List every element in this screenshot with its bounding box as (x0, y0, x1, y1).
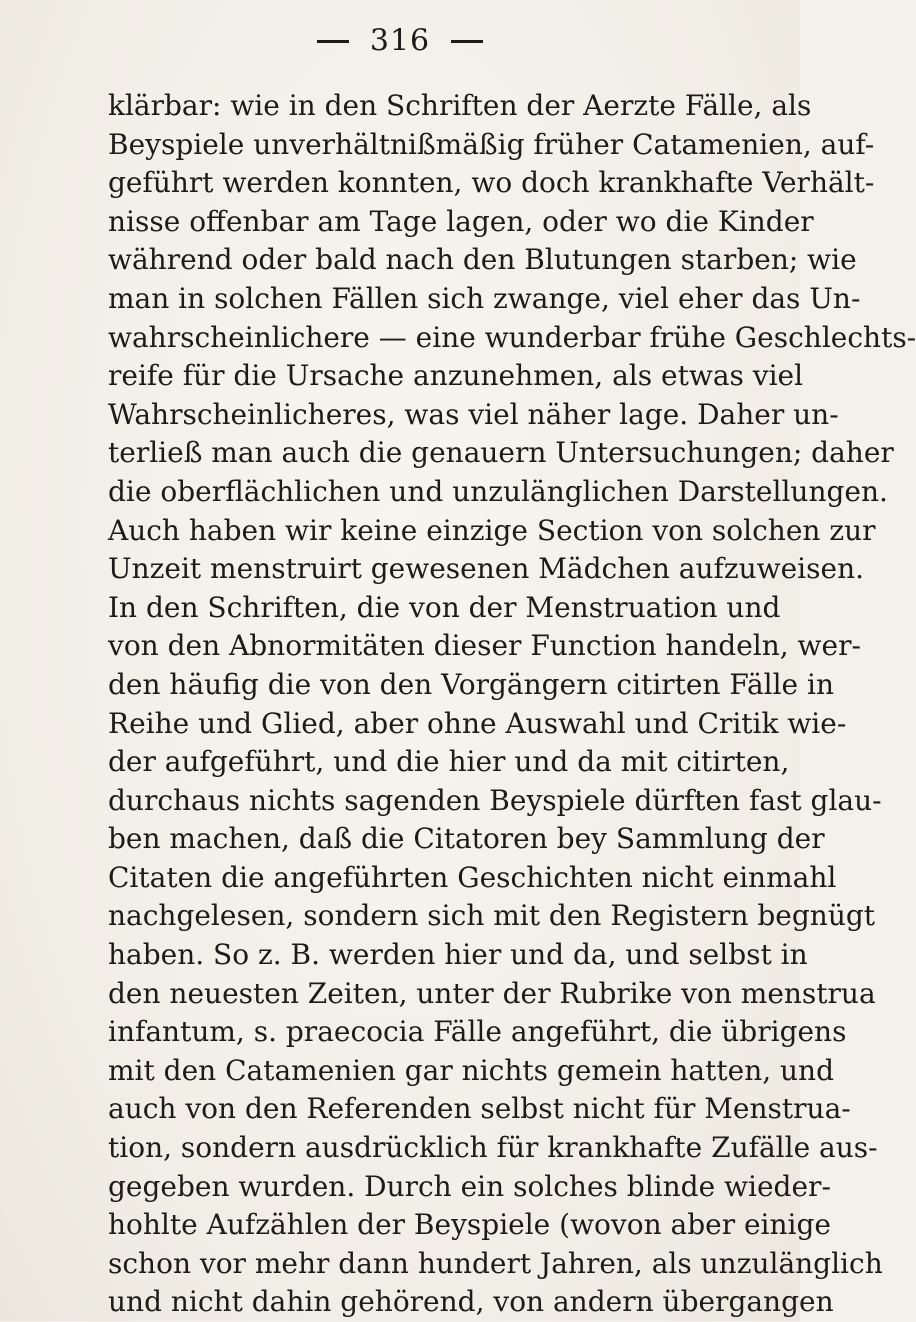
text-line: durchaus nichts sagenden Beyspiele dürften fast glau- (108, 783, 882, 817)
text-line: wahrscheinlichere — eine wunderbar frühe Geschlechts- (108, 320, 916, 354)
text-line: man in solchen Fällen sich zwange, viel eher das Un- (108, 281, 861, 315)
text-line: Unzeit menstruirt gewesenen Mädchen aufzuweisen. (108, 552, 864, 586)
header-rule-right (451, 40, 483, 43)
text-line: die oberflächlichen und unzulänglichen Darstellungen. (108, 474, 888, 508)
text-line: der aufgeführt, und die hier und da mit citirten, (108, 745, 790, 779)
text-line: von den Abnormitäten dieser Function handeln, wer- (108, 629, 861, 663)
text-line: nisse offenbar am Tage lagen, oder wo die Kinder (108, 204, 814, 238)
text-line: infantum, s. praecocia Fälle angeführt, die übrigens (108, 1015, 847, 1049)
text-line: gegeben wurden. Durch ein solches blinde wieder- (108, 1169, 831, 1203)
text-line: den neuesten Zeiten, unter der Rubrike von menstrua (108, 976, 876, 1010)
text-line: Auch haben wir keine einzige Section von solchen zur (108, 513, 876, 547)
text-line: hohlte Aufzählen der Beyspiele (wovon aber einige (108, 1208, 831, 1242)
text-line: schon vor mehr dann hundert Jahren, als unzulänglich (108, 1246, 883, 1280)
text-line: tion, sondern ausdrücklich für krankhafte Zufälle aus- (108, 1131, 878, 1165)
text-line: nachgelesen, sondern sich mit den Registern begnügt (108, 899, 876, 933)
text-line: ben machen, daß die Citatoren bey Sammlung der (108, 822, 825, 856)
text-line: Beyspiele unverhältnißmäßig früher Catamenien, auf- (108, 127, 875, 161)
text-line: auch von den Referenden selbst nicht für Menstrua- (108, 1092, 851, 1126)
text-line: terließ man auch die genauern Untersuchungen; daher (108, 436, 894, 470)
text-line: mit den Catamenien gar nichts gemein hatten, und (108, 1053, 835, 1087)
page-number: 316 (369, 23, 431, 59)
body-text (108, 87, 916, 1322)
text-line: klärbar: wie in den Schriften der Aerzte Fälle, als (108, 89, 812, 122)
text-line: Reihe und Glied, aber ohne Auswahl und Critik wie- (108, 706, 847, 740)
text-line: Citaten die angeführten Geschichten nicht einmahl (108, 860, 837, 894)
text-line: haben. So z. B. werden hier und da, und selbst in (108, 938, 808, 972)
page-header (0, 22, 800, 59)
text-line: reife für die Ursache anzunehmen, als etwas viel (108, 359, 804, 393)
text-line: den häufig die von den Vorgängern citirten Fälle in (108, 667, 835, 701)
text-line: geführt werden konnten, wo doch krankhafte Verhält- (108, 166, 875, 200)
text-line: während oder bald nach den Blutungen starben; wie (108, 243, 857, 277)
text-line: In den Schriften, die von der Menstruation und (108, 590, 781, 624)
text-line: und nicht dahin gehörend, von andern übergangen (108, 1285, 834, 1319)
text-line: Wahrscheinlicheres, was viel näher lage. Daher un- (108, 397, 839, 431)
header-rule-left (317, 40, 349, 43)
